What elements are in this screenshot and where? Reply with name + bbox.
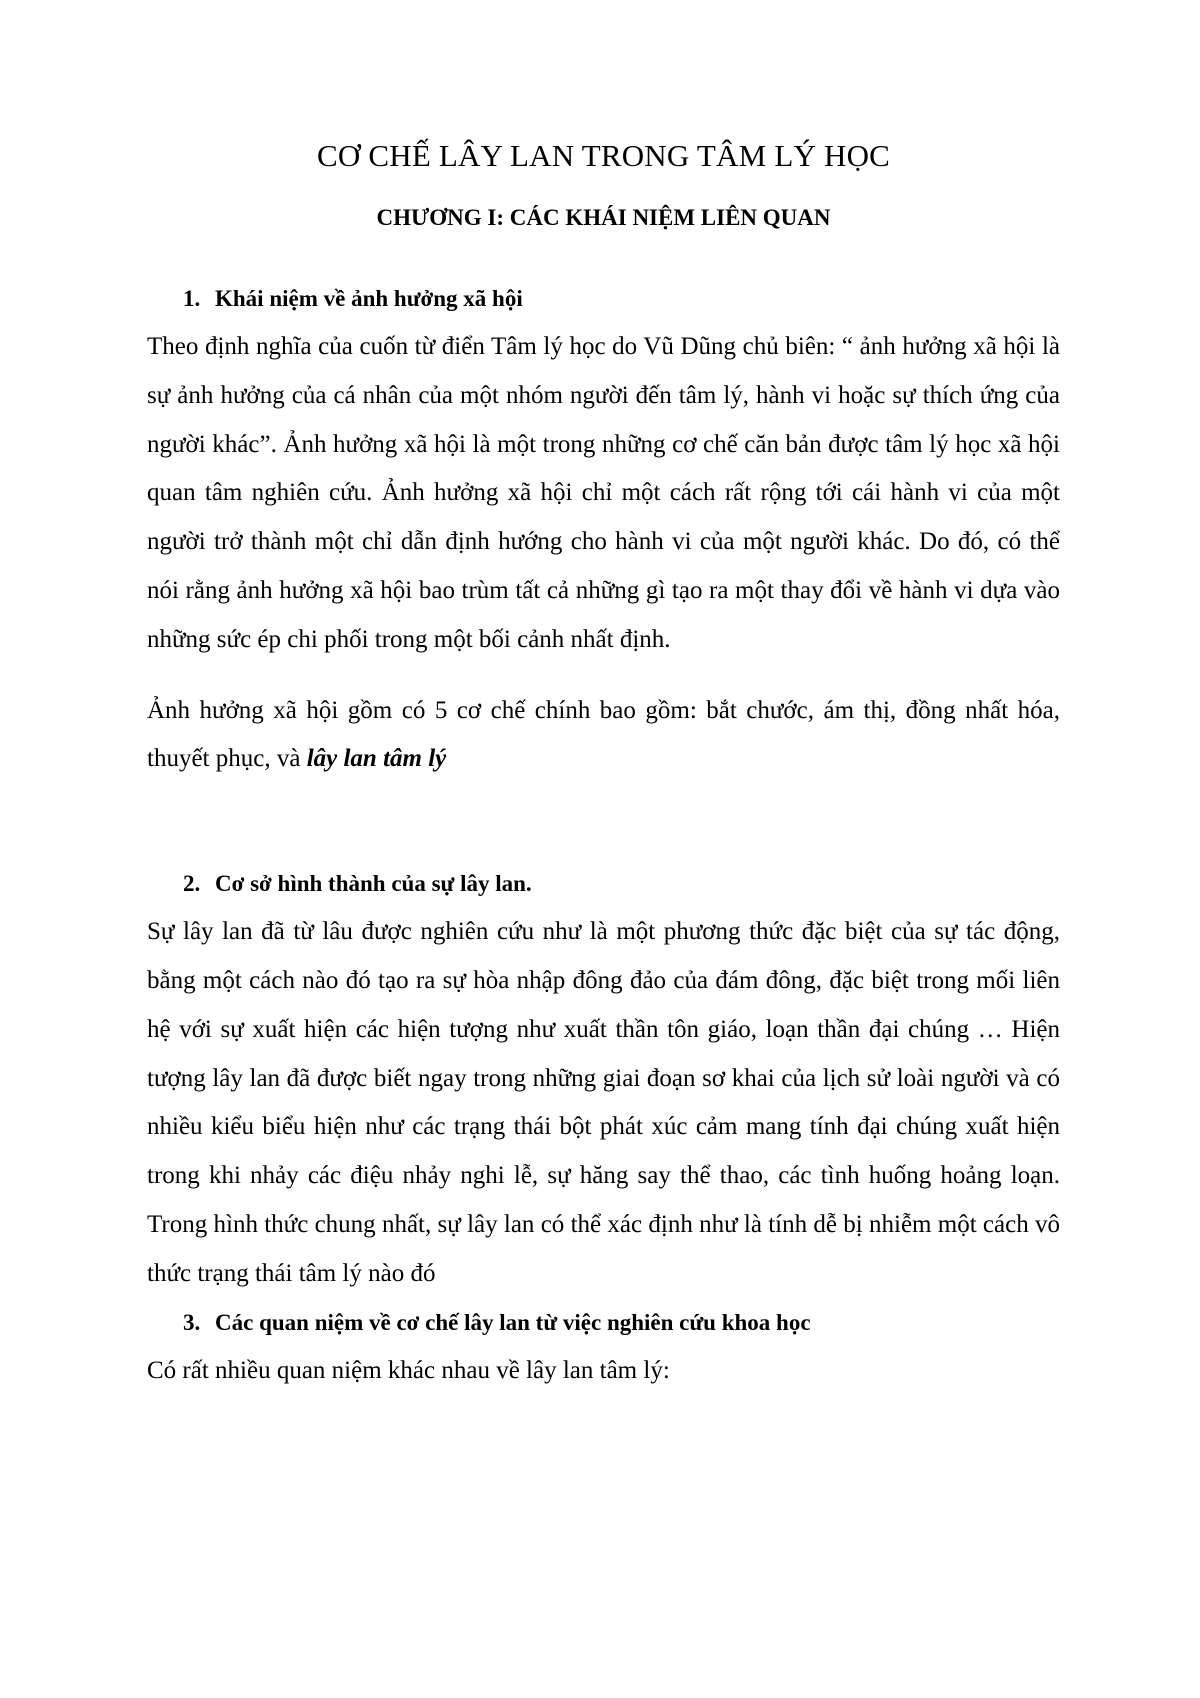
section-2-paragraph: Sự lây lan đã từ lâu được nghiên cứu như là một phương thức đặc biệt của sự tác động, bằng một cách nào đó tạo ra sự hòa nhập đông đảo của đám đông, đặc biệt trong mối liên hệ với sự xuất hiện các hiện tượng như xuất thần tôn giáo, loạn thần đại chúng … Hiện tượng lây lan đã được biết ngay trong những giai đoạn sơ khai của lịch sử loài người và có nhiều kiểu biểu hiện như các trạng thái bột phát xúc cảm mang tính đại chúng xuất hiện trong khi nhảy các điệu nhảy nghi lễ, sự hăng say thể thao, các tình huống hoảng loạn. Trong hình thức chung nhất, sự lây lan có thể xác định như là tính dễ bị nhiễm một cách vô thức trạng thái tâm lý nào đó xyxy=(147,918,1060,1287)
mechanisms-emphasis: lây lan tâm lý xyxy=(306,745,447,773)
section-1-number: 1. xyxy=(183,286,201,311)
section-3-heading xyxy=(147,1299,1060,1347)
section-3-number: 3. xyxy=(183,1309,201,1335)
section-3-paragraph: Có rất nhiều quan niệm khác nhau về lây lan tâm lý: xyxy=(147,1356,670,1384)
section-2-heading xyxy=(147,860,1060,908)
mechanisms-text: Ảnh hưởng xã hội gồm có 5 cơ chế chính bao gồm: bắt chước, ám thị, đồng nhất hóa, thuyết phục, và xyxy=(147,696,1060,773)
section-3-heading-text: Các quan niệm về cơ chế lây lan từ việc nghiên cứu khoa học xyxy=(215,1309,811,1335)
section-1-heading xyxy=(147,275,1060,323)
section-2-heading-text: Cơ sở hình thành của sự lây lan. xyxy=(215,871,532,897)
chapter-title: CHƯƠNG I: CÁC KHÁI NIỆM LIÊN QUAN xyxy=(376,205,831,230)
document-title: CƠ CHẾ LÂY LAN TRONG TÂM LÝ HỌC xyxy=(316,138,891,173)
section-1-mechanisms-paragraph xyxy=(147,687,1060,785)
section-2-number: 2. xyxy=(183,871,201,897)
section-1-heading-text: Khái niệm về ảnh hưởng xã hội xyxy=(215,286,523,311)
section-1-paragraph: Theo định nghĩa của cuốn từ điển Tâm lý học do Vũ Dũng chủ biên: “ ảnh hưởng xã hội là sự ảnh hưởng của cá nhân của một nhóm người đến tâm lý, hành vi hoặc sự thích ứng của người khác”. Ảnh hưởng xã hội là một trong những cơ chế căn bản được tâm lý học xã hội quan tâm nghiên cứu. Ảnh hưởng xã hội chỉ một cách rất rộng tới cái hành vi của một người trở thành một chỉ dẫn định hướng cho hành vi của một người khác. Do đó, có thể nói rằng ảnh hưởng xã hội bao trùm tất cả những gì tạo ra một thay đổi về hành vi dựa vào những sức ép chi phối trong một bối cảnh nhất định. xyxy=(147,333,1060,653)
